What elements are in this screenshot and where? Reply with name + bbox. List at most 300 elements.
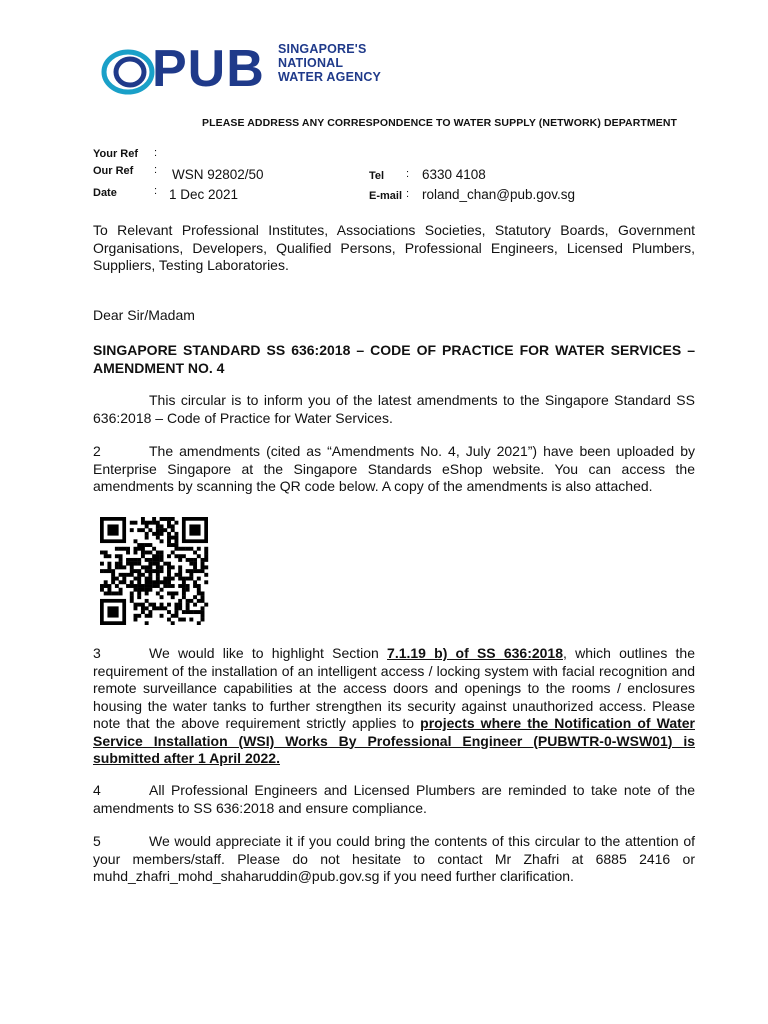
qr-module (145, 521, 149, 525)
qr-module (174, 547, 178, 551)
qr-module (107, 562, 111, 566)
qr-module (126, 558, 130, 562)
qr-module (160, 565, 164, 569)
qr-module (145, 543, 149, 547)
qr-module (178, 606, 182, 610)
qr-module (160, 558, 164, 562)
qr-module (163, 606, 167, 610)
qr-module (122, 565, 126, 569)
qr-module (182, 618, 186, 622)
date-value: 1 Dec 2021 (169, 187, 239, 202)
logo-brand: PUB (152, 40, 265, 98)
qr-finder-center (107, 606, 118, 617)
qr-module (186, 603, 190, 607)
qr-module (115, 554, 119, 558)
qr-module (137, 584, 141, 588)
logo-swirl-inner (116, 59, 144, 85)
qr-module (193, 580, 197, 584)
qr-module (186, 588, 190, 592)
qr-module (160, 532, 164, 536)
qr-module (189, 599, 193, 603)
qr-module (130, 565, 134, 569)
qr-module (189, 547, 193, 551)
qr-module (141, 547, 145, 551)
qr-module (111, 580, 115, 584)
qr-module (152, 562, 156, 566)
qr-module (174, 539, 178, 543)
paragraph-3-text-b: , which outlines the requirement of the installation of an intelligent access / locking system with facial recognition and remote surveillance capabilities at the access doors and openings to the rooms / enclosures housing the water tanks to further strengthen its security against unauthorized access. Please note that the above requirement strictly applies to (93, 645, 695, 731)
qr-module (156, 554, 160, 558)
paragraph-3-emphasis: projects where the Notification of Water Service Installation (WSI) Works By Professional Engineer (PUBWTR-0-WSW01) is submitted after 1 April 2022. (93, 715, 695, 766)
qr-module (189, 558, 193, 562)
qr-module (148, 565, 152, 569)
qr-module (193, 551, 197, 555)
qr-module (156, 606, 160, 610)
addressee: To Relevant Professional Institutes, Associations Societies, Statutory Boards, Government Organisations, Developers, Qualified Persons, Professional Engineers, Licensed Plumbers, Suppliers, Testing Laboratories. (93, 222, 695, 273)
qr-module (178, 618, 182, 622)
qr-module (130, 580, 134, 584)
qr-module (167, 521, 171, 525)
qr-module (171, 577, 175, 581)
qr-module (145, 580, 149, 584)
qr-module (134, 606, 138, 610)
qr-module (201, 614, 205, 618)
qr-module (145, 565, 149, 569)
qr-module (171, 565, 175, 569)
qr-module (145, 569, 149, 573)
qr-module (141, 551, 145, 555)
qr-module (145, 599, 149, 603)
qr-module (156, 562, 160, 566)
logo-tagline (278, 42, 381, 84)
qr-module (201, 599, 205, 603)
qr-module (115, 562, 119, 566)
qr-module (148, 521, 152, 525)
salutation: Dear Sir/Madam (93, 307, 195, 323)
qr-module (137, 569, 141, 573)
qr-module (186, 584, 190, 588)
paragraph-5 (93, 833, 695, 886)
qr-module (156, 536, 160, 540)
qr-module (141, 603, 145, 607)
qr-module (171, 584, 175, 588)
qr-code[interactable] (100, 517, 210, 625)
qr-module (182, 554, 186, 558)
qr-module (134, 588, 138, 592)
qr-module (134, 569, 138, 573)
qr-module (141, 554, 145, 558)
qr-module (148, 603, 152, 607)
qr-module (167, 539, 171, 543)
qr-module (193, 603, 197, 607)
tel-value: 6330 4108 (422, 167, 486, 182)
qr-module (186, 547, 190, 551)
qr-module (115, 591, 119, 595)
qr-module (167, 573, 171, 577)
qr-module (189, 569, 193, 573)
qr-module (134, 618, 138, 622)
qr-module (167, 562, 171, 566)
qr-module (148, 614, 152, 618)
qr-module (171, 595, 175, 599)
qr-module (115, 565, 119, 569)
qr-module (163, 577, 167, 581)
qr-module (126, 547, 130, 551)
qr-module (178, 573, 182, 577)
qr-module (156, 591, 160, 595)
paragraph-2-text: The amendments (cited as “Amendments No. 4, July 2021”) have been uploaded by Enterprise Singapore at the Singapore Standards eShop website. You can access the amendments by scanning the QR code below. A copy of the amendments is also attached. (93, 443, 695, 494)
qr-module (201, 606, 205, 610)
qr-module (152, 547, 156, 551)
qr-module (137, 543, 141, 547)
qr-module (156, 584, 160, 588)
qr-module (137, 603, 141, 607)
qr-module (189, 577, 193, 581)
qr-module (111, 573, 115, 577)
qr-module (186, 558, 190, 562)
qr-module (186, 606, 190, 610)
qr-module (160, 517, 164, 521)
qr-module (145, 551, 149, 555)
qr-module (156, 532, 160, 536)
qr-module (156, 569, 160, 573)
qr-module (182, 577, 186, 581)
qr-module (156, 573, 160, 577)
qr-module (145, 614, 149, 618)
qr-module (167, 610, 171, 614)
email-value: roland_chan@pub.gov.sg (422, 187, 576, 202)
correspondence-note: PLEASE ADDRESS ANY CORRESPONDENCE TO WATER SUPPLY (NETWORK) DEPARTMENT (202, 117, 678, 129)
qr-module (145, 536, 149, 540)
your-ref-colon: : (154, 147, 158, 159)
qr-module (141, 588, 145, 592)
qr-module (130, 521, 134, 525)
paragraph-1: This circular is to inform you of the latest amendments to the Singapore Standard SS 636:2018 – Code of Practice for Water Services. (93, 392, 695, 426)
qr-module (148, 551, 152, 555)
qr-module (119, 558, 123, 562)
our-ref-label: Our Ref (93, 165, 134, 177)
qr-module (130, 595, 134, 599)
qr-module (134, 603, 138, 607)
qr-module (167, 543, 171, 547)
qr-module (111, 569, 115, 573)
qr-module (152, 584, 156, 588)
paragraph-2-number: 2 (93, 443, 101, 459)
qr-module (163, 580, 167, 584)
qr-module (167, 532, 171, 536)
qr-module (145, 577, 149, 581)
qr-module (197, 599, 201, 603)
qr-module (171, 543, 175, 547)
qr-module (152, 521, 156, 525)
qr-module (201, 565, 205, 569)
qr-module (145, 606, 149, 610)
qr-module (148, 580, 152, 584)
qr-module (171, 528, 175, 532)
qr-module (189, 610, 193, 614)
qr-module (178, 554, 182, 558)
qr-module (167, 577, 171, 581)
qr-module (201, 618, 205, 622)
subject-heading: SINGAPORE STANDARD SS 636:2018 – CODE OF PRACTICE FOR WATER SERVICES – AMENDMENT NO. 4 (93, 342, 695, 376)
qr-module (182, 584, 186, 588)
qr-module (100, 588, 104, 592)
qr-module (156, 580, 160, 584)
qr-module (137, 573, 141, 577)
qr-module (204, 551, 208, 555)
qr-module (174, 573, 178, 577)
date-colon: : (154, 185, 158, 197)
qr-module (160, 614, 164, 618)
qr-module (119, 562, 123, 566)
qr-module (182, 580, 186, 584)
qr-module (201, 591, 205, 595)
qr-module (104, 569, 108, 573)
qr-module (201, 569, 205, 573)
qr-module (186, 610, 190, 614)
paragraph-5-number: 5 (93, 833, 101, 849)
qr-module (167, 565, 171, 569)
qr-module (197, 591, 201, 595)
qr-module (145, 591, 149, 595)
qr-module (167, 554, 171, 558)
qr-module (182, 610, 186, 614)
qr-module (145, 532, 149, 536)
qr-module (145, 621, 149, 625)
qr-module (186, 599, 190, 603)
qr-module (160, 580, 164, 584)
qr-module (126, 551, 130, 555)
qr-module (174, 603, 178, 607)
qr-module (174, 554, 178, 558)
qr-module (122, 580, 126, 584)
paragraph-3-text-a: We would like to highlight Section (149, 645, 388, 661)
our-ref-value: WSN 92802/50 (172, 167, 264, 182)
qr-module (141, 565, 145, 569)
qr-module (141, 606, 145, 610)
qr-module (160, 603, 164, 607)
paragraph-4 (93, 782, 695, 817)
qr-module (152, 606, 156, 610)
qr-module (119, 573, 123, 577)
qr-module (122, 573, 126, 577)
qr-module (171, 517, 175, 521)
qr-module (104, 584, 108, 588)
qr-module (107, 569, 111, 573)
qr-module (197, 588, 201, 592)
qr-module (115, 584, 119, 588)
qr-module (137, 591, 141, 595)
qr-module (156, 521, 160, 525)
qr-module (130, 528, 134, 532)
qr-module (122, 547, 126, 551)
qr-module (201, 562, 205, 566)
qr-module (197, 621, 201, 625)
paragraph-3 (93, 645, 695, 768)
qr-module (167, 584, 171, 588)
qr-module (145, 584, 149, 588)
qr-module (174, 606, 178, 610)
qr-finder-center (189, 524, 200, 535)
qr-module (130, 591, 134, 595)
qr-module (119, 565, 123, 569)
qr-module (204, 565, 208, 569)
qr-module (126, 573, 130, 577)
qr-module (167, 580, 171, 584)
tel-colon: : (406, 168, 410, 180)
qr-module (204, 603, 208, 607)
qr-module (137, 580, 141, 584)
qr-module (100, 569, 104, 573)
paragraph-4-number: 4 (93, 782, 101, 798)
qr-module (160, 528, 164, 532)
qr-module (122, 577, 126, 581)
qr-module (137, 562, 141, 566)
qr-module (167, 591, 171, 595)
qr-module (178, 569, 182, 573)
qr-module (152, 554, 156, 558)
date-label: Date (93, 187, 117, 199)
qr-module (197, 577, 201, 581)
qr-module (182, 591, 186, 595)
qr-module (160, 606, 164, 610)
qr-module (148, 528, 152, 532)
qr-module (156, 528, 160, 532)
qr-module (115, 547, 119, 551)
section-reference: 7.1.19 b) of SS 636:2018 (387, 645, 563, 661)
qr-module (130, 558, 134, 562)
qr-module (141, 584, 145, 588)
qr-module (193, 565, 197, 569)
qr-module (160, 524, 164, 528)
qr-module (115, 577, 119, 581)
qr-module (119, 580, 123, 584)
qr-module (178, 547, 182, 551)
paragraph-2 (93, 443, 695, 496)
qr-module (160, 569, 164, 573)
qr-module (111, 577, 115, 581)
qr-module (134, 584, 138, 588)
qr-module (100, 562, 104, 566)
qr-module (193, 595, 197, 599)
qr-module (178, 584, 182, 588)
qr-module (107, 565, 111, 569)
email-colon: : (406, 188, 410, 200)
qr-module (167, 618, 171, 622)
qr-module (130, 573, 134, 577)
qr-module (141, 521, 145, 525)
qr-module (178, 577, 182, 581)
qr-module (134, 614, 138, 618)
qr-module (160, 551, 164, 555)
qr-module (193, 558, 197, 562)
qr-module (171, 591, 175, 595)
qr-module (186, 569, 190, 573)
qr-module (137, 558, 141, 562)
qr-module (174, 614, 178, 618)
qr-module (148, 562, 152, 566)
qr-module (126, 562, 130, 566)
qr-module (107, 554, 111, 558)
qr-module (152, 569, 156, 573)
qr-module (160, 554, 164, 558)
qr-module (171, 524, 175, 528)
qr-module (178, 603, 182, 607)
qr-module (141, 610, 145, 614)
qr-module (137, 577, 141, 581)
qr-module (111, 591, 115, 595)
qr-module (130, 569, 134, 573)
paragraph-3-number: 3 (93, 645, 101, 661)
qr-module (156, 558, 160, 562)
qr-module (137, 614, 141, 618)
qr-module (197, 569, 201, 573)
qr-module (107, 588, 111, 592)
qr-module (160, 539, 164, 543)
qr-module (104, 554, 108, 558)
qr-module (174, 591, 178, 595)
qr-module (137, 595, 141, 599)
qr-module (134, 547, 138, 551)
qr-module (193, 584, 197, 588)
logo-tagline-line-3: WATER AGENCY (278, 70, 382, 84)
qr-module (160, 595, 164, 599)
qr-module (163, 528, 167, 532)
qr-module (156, 524, 160, 528)
qr-module (141, 543, 145, 547)
qr-module (182, 547, 186, 551)
qr-module (148, 573, 152, 577)
qr-module (167, 517, 171, 521)
qr-module (119, 591, 123, 595)
qr-module (201, 558, 205, 562)
qr-module (148, 584, 152, 588)
qr-module (137, 547, 141, 551)
qr-module (152, 517, 156, 521)
qr-module (201, 610, 205, 614)
qr-module (197, 554, 201, 558)
logo-tagline-line-1: SINGAPORE'S (278, 42, 367, 56)
qr-module (152, 558, 156, 562)
qr-module (119, 588, 123, 592)
qr-module (171, 614, 175, 618)
qr-module (130, 599, 134, 603)
qr-module (141, 528, 145, 532)
qr-module (152, 580, 156, 584)
qr-module (171, 536, 175, 540)
qr-module (104, 551, 108, 555)
our-ref-colon: : (154, 164, 158, 176)
qr-module (204, 558, 208, 562)
qr-module (182, 588, 186, 592)
qr-module (141, 517, 145, 521)
qr-module (148, 558, 152, 562)
qr-module (152, 603, 156, 607)
qr-module (148, 577, 152, 581)
qr-module (107, 584, 111, 588)
qr-module (197, 547, 201, 551)
qr-module (167, 569, 171, 573)
your-ref-label: Your Ref (93, 148, 139, 160)
qr-module (189, 573, 193, 577)
qr-module (163, 584, 167, 588)
qr-module (171, 551, 175, 555)
qr-module (193, 610, 197, 614)
qr-module (148, 543, 152, 547)
qr-module (119, 547, 123, 551)
qr-module (156, 577, 160, 581)
qr-module (204, 554, 208, 558)
